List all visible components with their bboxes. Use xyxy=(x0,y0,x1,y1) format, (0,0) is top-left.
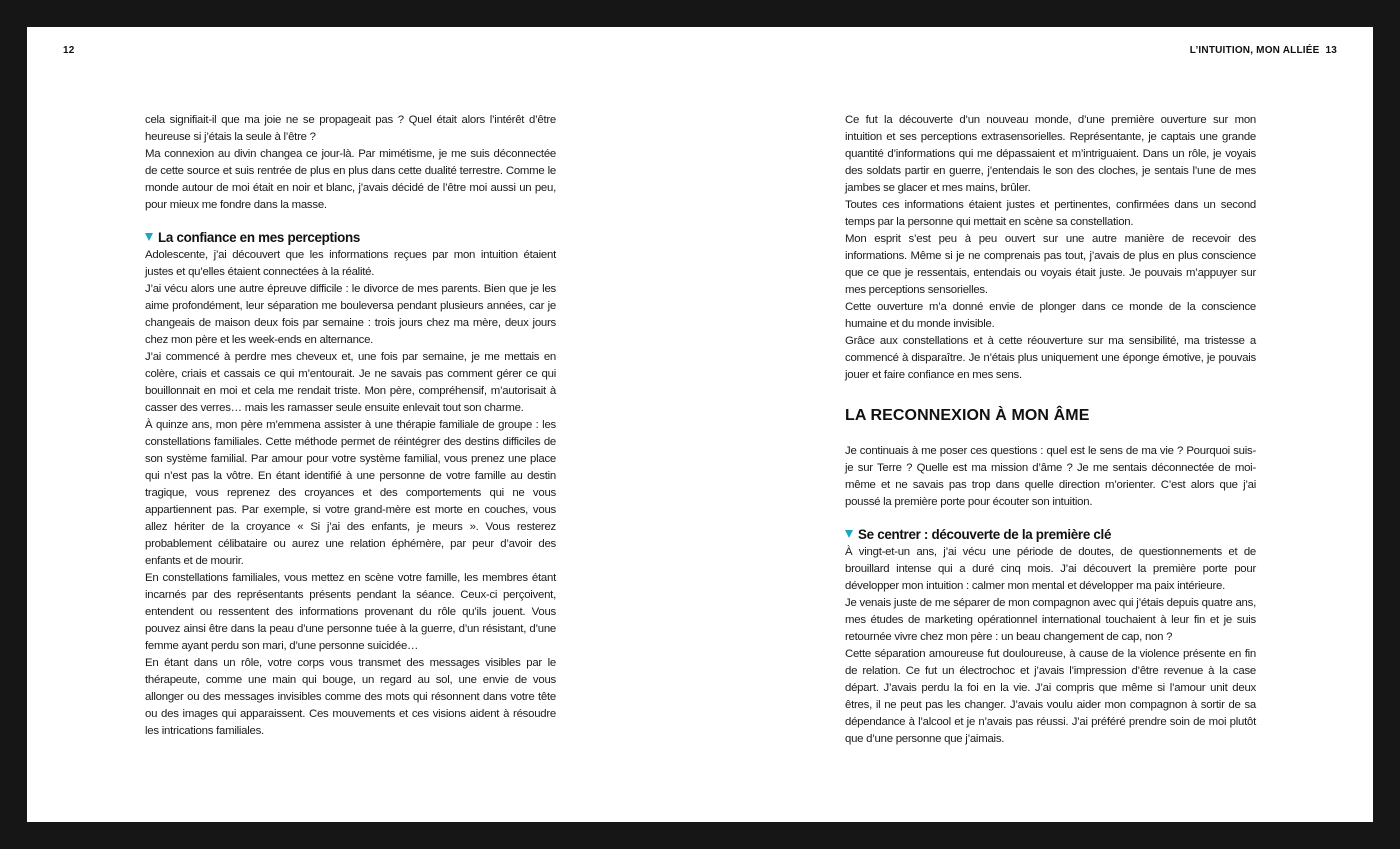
paragraph: Grâce aux constellations et à cette réouverture sur ma sensibilité, ma tristesse a commencé à disparaître. Je n’étais plus uniquement une éponge émotive, je pouvais jouer et faire confiance en mes sens. xyxy=(845,335,1256,381)
page-number-left: 12 xyxy=(63,45,75,56)
paragraph: Mon esprit s’est peu à peu ouvert sur une autre manière de recevoir des informations. Même si je ne comprenais pas tout, j’avais de plus en plus conscience que ce que je ressentais, entendais ou voyais était juste. Je pouvais m’appuyer sur mes perceptions sensorielles. xyxy=(845,233,1256,296)
paragraph: Ce fut la découverte d’un nouveau monde, d’une première ouverture sur mon intuition et ses perceptions extrasensorielles. Représentante, je captais une grande quantité d’informations qui me dépassaient et m’intriguaient. Dans un rôle, je voyais des soldats partir en guerre, j’entendais le son des cloches, je sentais l’une de mes jambes se glacer et mes mains, brûler. xyxy=(845,114,1256,194)
paragraph: À quinze ans, mon père m’emmena assister à une thérapie familiale de groupe : les constellations familiales. Cette méthode permet de réintégrer des destins difficiles de son système familial. Par amour pour votre système familial, vous prenez une place qui n’est pas la vôtre. En étant identifié à une personne de votre famille au destin tragique, vous reprenez des croyances et des comportements qui ne vous appartiennent pas. Par exemple, si votre grand-mère est morte en couches, vous allez hériter de la croyance « Si j’ai des enfants, je meurs ». Vous resterez probablement célibataire ou aurez une relation éphémère, par peur d’avoir des enfants et de mourir. xyxy=(145,419,556,567)
subheading xyxy=(145,228,556,247)
triangle-down-icon xyxy=(845,530,853,538)
subheading-text: Se centrer : découverte de la première clé xyxy=(858,527,1112,542)
paragraph: Je venais juste de me séparer de mon compagnon avec qui j’étais depuis quatre ans, mes études de marketing opérationnel international touchaient à leur fin et je suis retournée vivre chez mon père : un beau changement de cap, non ? xyxy=(845,597,1256,643)
section-heading: LA RECONNEXION À MON ÂME xyxy=(845,407,1090,424)
paragraph: Cette séparation amoureuse fut douloureuse, à cause de la violence présente en fin de relation. Ce fut un électrochoc et j’avais l’impression d’être revenue à la case départ. J’avais perdu la foi en la vie. J’ai compris que même si l’amour unit deux êtres, il ne peut pas les changer. J’avais voulu aider mon compagnon à sortir de sa dépendance à l’alcool et je n’avais pas réussi. J’ai préféré prendre soin de moi plutôt que d’une personne que j’aimais. xyxy=(845,648,1256,745)
paragraph: J’ai vécu alors une autre épreuve difficile : le divorce de mes parents. Bien que je les aime profondément, leur séparation me bouleversa pendant plusieurs années, car je changeais de maison deux fois par semaine : trois jours chez ma mère, deux jours chez mon père et les week-ends en alternance. xyxy=(145,283,556,346)
subheading-text: La confiance en mes perceptions xyxy=(158,230,361,245)
subheading xyxy=(845,525,1256,544)
paragraph: Adolescente, j’ai découvert que les informations reçues par mon intuition étaient justes et qu’elles étaient connectées à la réalité. xyxy=(145,249,556,278)
right-page-text-column xyxy=(845,112,1256,748)
book-spread xyxy=(27,27,1373,822)
paragraph: Je continuais à me poser ces questions : quel est le sens de ma vie ? Pourquoi suis-je sur Terre ? Quelle est ma mission d’âme ? Je me sentais déconnectée de moi-même et ne savais pas trop dans quelle direction m’orienter. C’est alors que j’ai poussé la première porte pour écouter son intuition. xyxy=(845,445,1256,508)
paragraph: En constellations familiales, vous mettez en scène votre famille, les membres étant incarnés par des représentants présents pendant la séance. Ceux-ci perçoivent, entendent ou ressentent des informations provenant du rôle qu’ils jouent. Vous pouvez ainsi être dans la peau d’une personne tuée à la guerre, d’un résistant, d’une femme ayant perdu son mari, d’une personne suicidée… xyxy=(145,572,556,652)
running-title: L’INTUITION, MON ALLIÉE xyxy=(1189,45,1320,56)
paragraph: cela signifiait-il que ma joie ne se propageait pas ? Quel était alors l’intérêt d’être heureuse si j’étais la seule à l’être ? xyxy=(145,114,556,143)
triangle-down-icon xyxy=(145,233,153,241)
paragraph: J’ai commencé à perdre mes cheveux et, une fois par semaine, je me mettais en colère, criais et cassais ce qui m’entourait. Je ne savais pas comment gérer ce qui bouillonnait en moi et cela me rendait triste. Mon père, compréhensif, m’autorisait à casser des verres… mais les ramasser seule ensuite enlevait tout son charme. xyxy=(145,351,556,414)
running-header-right xyxy=(1184,45,1337,56)
paragraph: Toutes ces informations étaient justes et pertinentes, confirmées dans un second temps par la personne qui mettait en scène sa constellation. xyxy=(845,199,1256,228)
left-page-text-column xyxy=(145,112,556,740)
paragraph: Cette ouverture m’a donné envie de plonger dans ce monde de la conscience humaine et du monde invisible. xyxy=(845,301,1256,330)
paragraph: À vingt-et-un ans, j’ai vécu une période de doutes, de questionnements et de brouillard intense qui a duré cinq mois. J’ai découvert la première porte pour développer mon intuition : calmer mon mental et développer ma paix intérieure. xyxy=(845,546,1256,592)
page-number-right: 13 xyxy=(1325,45,1337,56)
paragraph: En étant dans un rôle, votre corps vous transmet des messages visibles par le thérapeute, comme une main qui bouge, un regard au sol, une envie de vous allonger ou des messages invisibles comme des mots qui résonnent dans votre tête ou des images qui apparaissent. Ces mouvements et ces visions aident à résoudre les intrications familiales. xyxy=(145,657,556,737)
paragraph: Ma connexion au divin changea ce jour-là. Par mimétisme, je me suis déconnectée de cette source et suis rentrée de plus en plus dans cette dualité terrestre. Comme le monde autour de moi était en noir et blanc, j’avais décidé de l’être moi aussi un peu, pour mieux me fondre dans la masse. xyxy=(145,148,556,211)
